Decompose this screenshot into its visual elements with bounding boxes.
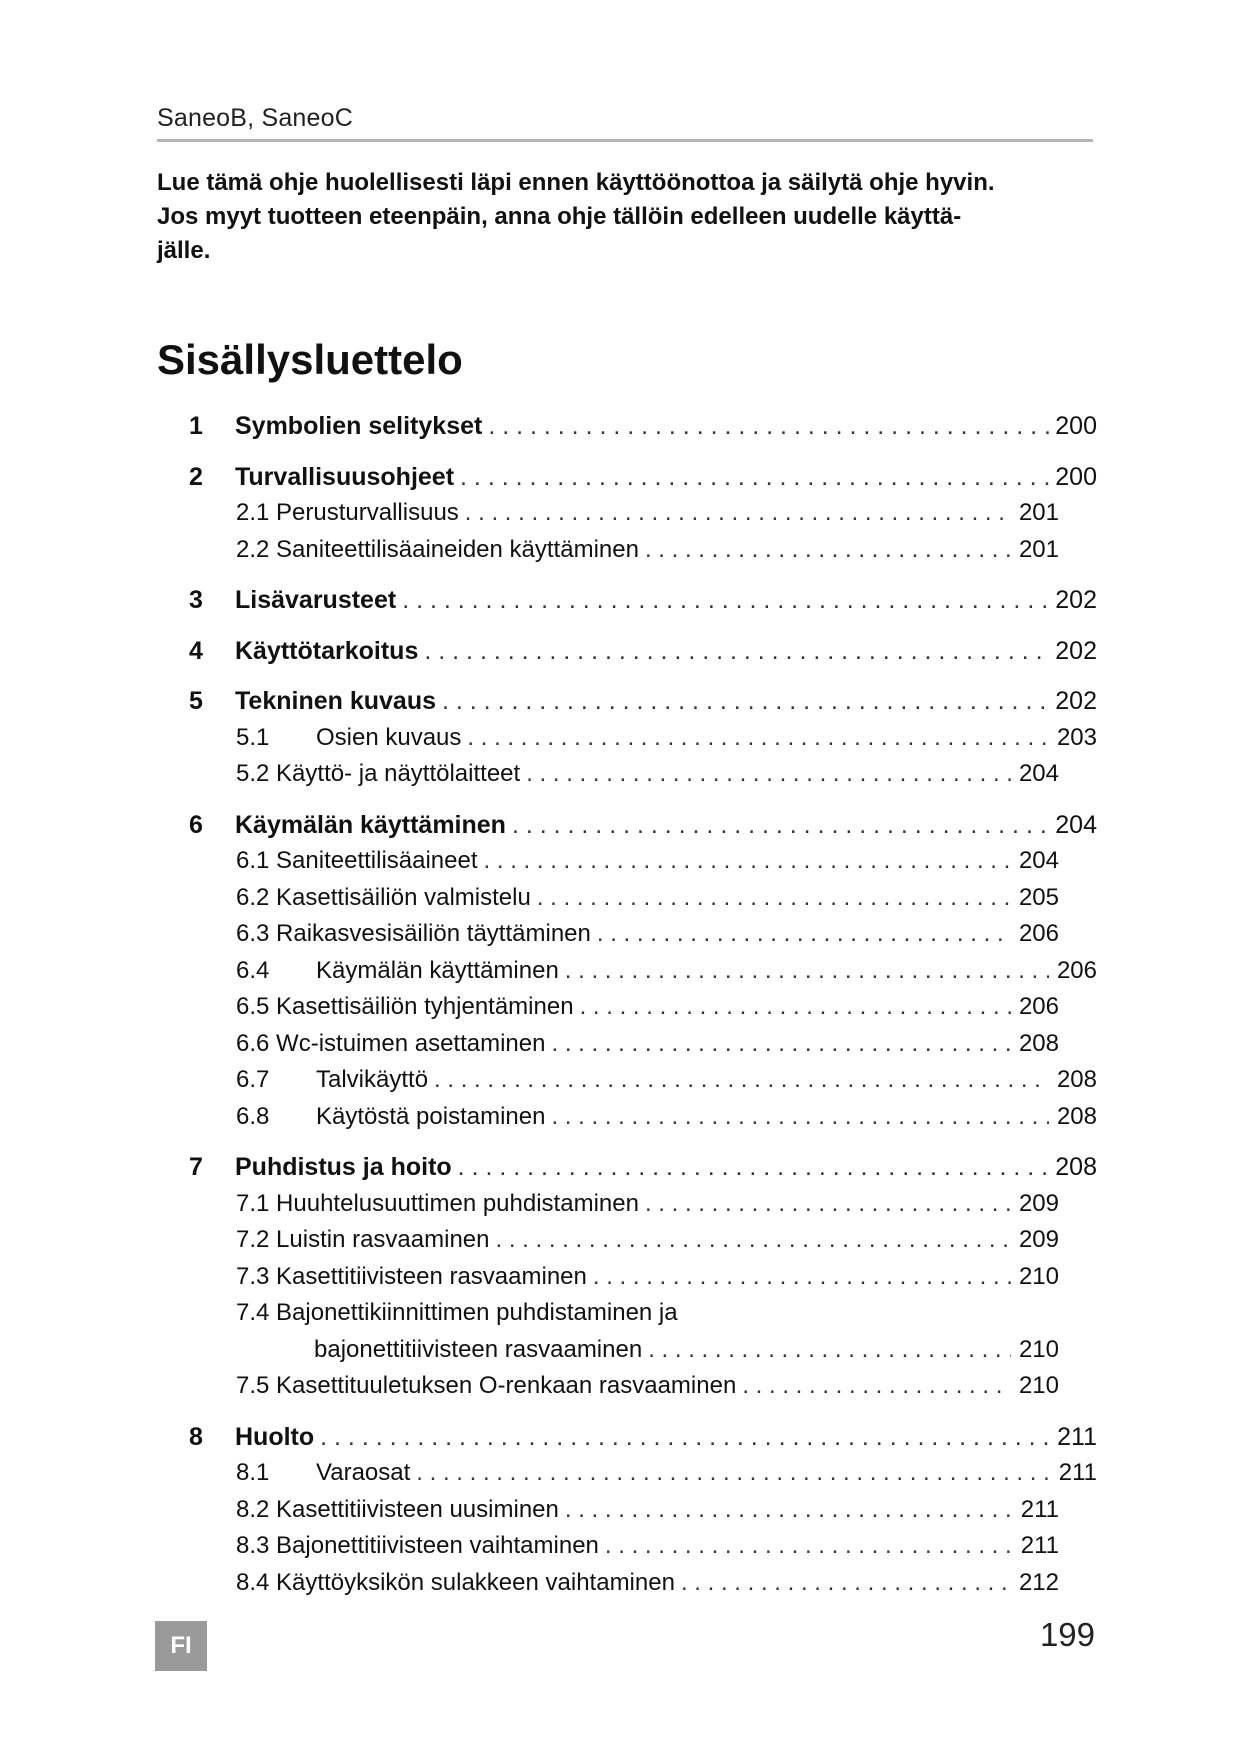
toc-subentry-label-continued: bajonettitiivisteen rasvaaminen [314,1335,643,1363]
toc-leader-dots [580,989,1011,1026]
toc-subentry-label: Käytöstä poistaminen [316,1102,546,1130]
toc-subentry[interactable] [157,720,1097,757]
toc-entry-page: 211 [1057,1422,1097,1451]
toc-chapter-8 [157,1419,1097,1602]
toc-subentry-number: 7.3 [236,1262,270,1290]
toc-leader-dots [597,916,1011,953]
toc-entry[interactable] [157,683,1097,720]
toc-leader-dots [565,1492,1011,1529]
toc-subentry[interactable] [157,880,1097,917]
toc-entry-number: 4 [189,636,203,665]
toc-subentry-page: 208 [1018,1029,1059,1057]
intro-line-3: jälle. [157,237,211,264]
toc-subentry-page: 208 [1056,1102,1097,1130]
toc-subentry-number: 7.5 [236,1372,270,1399]
toc-subentry[interactable] [157,756,1097,793]
toc-subentry-label: Käyttö- ja näyttölaitteet [276,760,521,787]
toc-subentry-number: 2.2 [236,535,270,563]
toc-subentry[interactable] [157,1528,1097,1565]
toc-entry[interactable] [157,582,1097,619]
toc-subentry-page: 210 [1018,1262,1059,1290]
toc-subentry-page: 205 [1018,883,1059,911]
toc-chapter-7 [157,1149,1097,1405]
toc-entry-number: 1 [189,412,203,440]
toc-subentry[interactable] [157,1222,1097,1259]
toc-chapter-6 [157,807,1097,1136]
toc-subentry-page: 201 [1018,535,1059,563]
toc-title: Sisällysluettelo [157,336,463,383]
toc-subentry-page: 204 [1018,760,1059,787]
toc-subentry-number: 7.2 [236,1226,270,1253]
toc-subentry-label: Bajonettitiivisteen vaihtaminen [276,1532,599,1559]
toc-subentry-page: 201 [1018,499,1059,526]
toc-entry-label: Huolto [235,1422,315,1451]
toc-leader-dots [537,880,1011,917]
toc-entry-page: 202 [1055,687,1097,715]
toc-leader-dots [681,1565,1011,1602]
toc-chapter-2 [157,459,1097,569]
header-divider [157,139,1093,142]
toc-entry[interactable] [157,807,1097,844]
toc-subentry-label: Saniteettilisäaineiden käyttäminen [276,535,639,563]
toc-entry[interactable] [157,633,1097,670]
toc-entry-number: 6 [189,810,203,839]
toc-entry-page: 202 [1055,586,1097,614]
toc-entry[interactable] [157,459,1097,496]
toc-leader-dots [605,1528,1011,1565]
toc-chapter-4 [157,633,1097,670]
toc-subentry-number: 6.3 [236,920,270,947]
toc-subentry-page: 211 [1020,1495,1059,1523]
toc-leader-dots [465,495,1011,532]
toc-subentry[interactable] [157,1455,1097,1492]
toc-leader-dots [648,1332,1011,1369]
toc-subentry-label: Osien kuvaus [316,723,462,751]
document-header: SaneoB, SaneoC [157,104,354,132]
toc-subentry-label: Käyttöyksikön sulakkeen vaihtaminen [276,1568,675,1596]
toc-subentry[interactable] [157,1099,1097,1136]
toc-subentry-label: Kasettisäiliön valmistelu [276,883,531,911]
toc-subentry-page: 209 [1018,1189,1059,1217]
toc-subentry-page: 204 [1018,847,1059,874]
toc-chapter-3 [157,582,1097,619]
toc-subentry-label: Saniteettilisäaineet [276,847,478,874]
toc-subentry[interactable] [157,1368,1097,1405]
toc-subentry[interactable] [157,1026,1097,1063]
toc-subentry-page: 211 [1058,1459,1097,1486]
toc-subentry-label: Kasettituuletuksen O-renkaan rasvaaminen [276,1372,737,1399]
toc-subentry-number: 6.2 [236,883,270,911]
toc-subentry-label: Kasettitiivisteen rasvaaminen [276,1262,587,1290]
toc-entry-number: 3 [189,586,203,614]
toc-entry[interactable] [157,408,1097,445]
toc-subentry-label: Wc-istuimen asettaminen [276,1029,546,1057]
toc-subentry-number: 6.1 [236,847,270,874]
toc-subentry[interactable] [157,1259,1097,1296]
intro-notice [157,166,1093,268]
toc-subentry[interactable] [157,916,1097,953]
toc-subentry[interactable] [157,1186,1097,1223]
toc-subentry-page: 206 [1056,956,1097,984]
toc-subentry-number: 8.3 [236,1532,270,1559]
toc-leader-dots [496,1222,1012,1259]
toc-entry-number: 8 [189,1422,203,1451]
toc-subentry-label: Huuhtelusuuttimen puhdistaminen [276,1189,639,1217]
toc-leader-dots [593,1259,1011,1296]
toc-subentry[interactable] [157,1492,1097,1529]
toc-subentry-page: 206 [1018,920,1059,947]
toc-leader-dots [458,1149,1049,1186]
toc-subentry-label: Raikasvesisäiliön täyttäminen [276,920,591,947]
toc-entry[interactable] [157,1419,1097,1456]
toc-subentry-number: 6.7 [236,1066,270,1093]
toc-leader-dots [320,1419,1049,1456]
toc-leader-dots [512,807,1049,844]
toc-leader-dots [645,532,1011,569]
toc-chapter-5 [157,683,1097,793]
toc-subentry-number: 5.1 [236,723,270,751]
toc-entry-number: 5 [189,687,203,715]
toc-subentry-label: Luistin rasvaaminen [276,1226,490,1253]
toc-subentry-page: 210 [1018,1335,1059,1363]
toc-subentry-number: 8.1 [236,1459,270,1486]
toc-subentry-continuation[interactable] [157,1332,1059,1369]
toc-entry-label: Käyttötarkoitus [235,636,419,665]
toc-subentry-label: Kasettisäiliön tyhjentäminen [276,993,574,1020]
toc-subentry-label: Talvikäyttö [316,1066,429,1093]
toc-subentry-page: 206 [1018,993,1059,1020]
toc-subentry-number: 6.5 [236,993,270,1020]
toc-entry-label: Symbolien selitykset [235,412,483,440]
toc-subentry-label: Perusturvallisuus [276,499,459,526]
toc-subentry[interactable] [157,953,1097,990]
toc-subentry[interactable] [157,989,1097,1026]
toc-entry-label: Tekninen kuvaus [235,687,436,715]
toc-entry-number: 2 [189,462,203,491]
toc-subentry[interactable] [157,843,1097,880]
toc-entry-number: 7 [189,1153,203,1181]
toc-leader-dots [526,756,1011,793]
toc-subentry-page: 210 [1018,1372,1059,1399]
toc-subentry[interactable] [157,1062,1097,1099]
toc-entry-page: 200 [1055,462,1097,491]
toc-entry-label: Käymälän käyttäminen [235,810,506,839]
toc-entry-page: 204 [1055,810,1097,839]
toc-entry-page: 208 [1055,1153,1097,1181]
toc-leader-dots [434,1062,1049,1099]
toc-entry-label: Puhdistus ja hoito [235,1153,452,1181]
toc-entry-page: 200 [1055,412,1097,440]
toc-leader-dots [442,683,1049,720]
toc-leader-dots [565,953,1049,990]
toc-leader-dots [402,582,1049,619]
toc-leader-dots [742,1368,1011,1405]
toc-subentry-label: Kasettitiivisteen uusiminen [276,1495,559,1523]
toc-entry-label: Turvallisuusohjeet [235,462,455,491]
toc-leader-dots [551,1099,1049,1136]
toc-subentry-page: 211 [1020,1532,1059,1559]
toc-subentry-number: 6.4 [236,956,270,984]
toc-subentry[interactable] [157,1565,1097,1602]
toc-leader-dots [551,1026,1011,1063]
toc-leader-dots [416,1455,1049,1492]
toc-entry[interactable] [157,1149,1097,1186]
toc-subentry-page: 212 [1018,1568,1059,1596]
toc-subentry[interactable] [157,495,1097,532]
intro-line-2: Jos myyt tuotteen eteenpäin, anna ohje tällöin edelleen uudelle käyttä- [157,203,962,230]
toc-chapter-1 [157,408,1097,445]
toc-leader-dots [484,843,1011,880]
toc-leader-dots [645,1186,1011,1223]
toc-subentry-number: 8.2 [236,1495,270,1523]
toc-leader-dots [488,408,1049,445]
toc-subentry-number: 5.2 [236,760,270,787]
toc-entry-page: 202 [1055,636,1097,665]
toc-leader-dots [424,633,1049,670]
toc-subentry-number: 6.6 [236,1029,270,1057]
toc-subentry-number: 2.1 [236,499,270,526]
toc-subentry-number: 7.1 [236,1189,270,1217]
toc-entry-label: Lisävarusteet [235,586,397,614]
toc-subentry-label: Käymälän käyttäminen [316,956,559,984]
toc-subentry-number: 8.4 [236,1568,270,1596]
toc-subentry-page: 203 [1056,723,1097,751]
toc-leader-dots [467,720,1049,757]
toc-subentry-label: Varaosat [316,1459,411,1486]
toc-subentry[interactable] [157,1295,1097,1332]
toc-subentry-page: 209 [1018,1226,1059,1253]
toc-subentry-page: 208 [1056,1066,1097,1093]
table-of-contents [157,408,1097,1601]
toc-subentry-number: 6.8 [236,1102,270,1130]
toc-subentry-number: 7.4 [236,1299,270,1326]
toc-subentry[interactable] [157,532,1097,569]
intro-line-1: Lue tämä ohje huolellisesti läpi ennen käyttöönottoa ja säilytä ohje hyvin. [157,169,995,196]
page-number: 199 [1039,1616,1095,1653]
toc-leader-dots [460,459,1049,496]
language-badge: FI [155,1621,207,1671]
toc-subentry-label: Bajonettikiinnittimen puhdistaminen ja [276,1299,678,1326]
